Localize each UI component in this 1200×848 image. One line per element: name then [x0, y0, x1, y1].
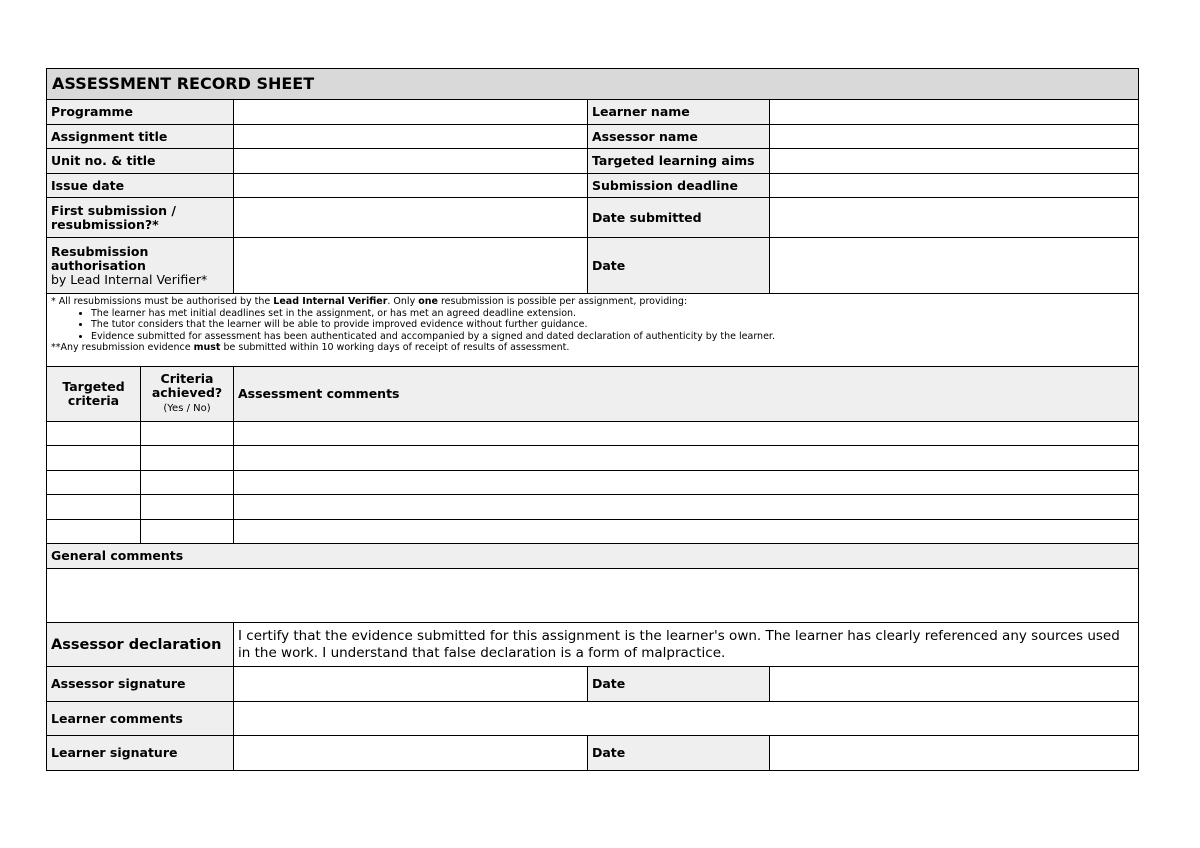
learner-name-label: Learner name	[588, 100, 770, 125]
submission-deadline-field[interactable]	[770, 174, 1139, 198]
general-comments-label: General comments	[47, 544, 1139, 569]
assessment-comment-cell[interactable]	[234, 422, 1139, 446]
notes-line-2: **Any resubmission evidence must be submitted within 10 working days of receipt of results of assessment.	[51, 342, 570, 354]
learner-comments-label: Learner comments	[47, 702, 234, 736]
assessor-declaration-label: Assessor declaration	[47, 623, 234, 667]
assessment-comment-cell[interactable]	[234, 471, 1139, 495]
programme-label: Programme	[47, 100, 234, 125]
resubmission-notes	[47, 294, 1139, 367]
learner-signature-label: Learner signature	[47, 736, 234, 771]
resubmission-auth-title: Resubmission authorisation	[51, 243, 149, 273]
targeted-criteria-cell[interactable]	[47, 422, 141, 446]
assessor-declaration-text: I certify that the evidence submitted for this assignment is the learner's own. The learner has clearly referenced any sources used in the work. I understand that false declaration is a form of malpractice.	[234, 623, 1139, 667]
date-submitted-label: Date submitted	[588, 198, 770, 238]
assessor-name-label: Assessor name	[588, 125, 770, 149]
resubmission-date-field[interactable]	[770, 238, 1139, 294]
notes-bullet: • Evidence submitted for assessment has been authenticated and accompanied by a signed and dated declaration of authenticity by the learner.	[91, 331, 1134, 343]
criteria-achieved-cell[interactable]	[141, 446, 234, 471]
first-submission-label: First submission / resubmission?*	[47, 198, 234, 238]
assessment-comment-cell[interactable]	[234, 520, 1139, 544]
general-comments-field[interactable]	[47, 569, 1139, 623]
unit-title-label: Unit no. & title	[47, 149, 234, 174]
criteria-achieved-cell[interactable]	[141, 520, 234, 544]
resubmission-auth-field[interactable]	[234, 238, 588, 294]
notes-bullet: • The learner has met initial deadlines set in the assignment, or has met an agreed deadline extension.	[91, 308, 1134, 320]
targeted-criteria-cell[interactable]	[47, 520, 141, 544]
resubmission-auth-sub: by Lead Internal Verifier*	[51, 271, 208, 287]
assessor-signature-label: Assessor signature	[47, 667, 234, 702]
page-title: ASSESSMENT RECORD SHEET	[47, 69, 1139, 100]
notes-bullet: • The tutor considers that the learner will be able to provide improved evidence without further guidance.	[91, 319, 1134, 331]
assignment-title-field[interactable]	[234, 125, 588, 149]
learner-name-field[interactable]	[770, 100, 1139, 125]
targeted-aims-label: Targeted learning aims	[588, 149, 770, 174]
assessor-name-field[interactable]	[770, 125, 1139, 149]
resubmission-date-label: Date	[588, 238, 770, 294]
first-submission-field[interactable]	[234, 198, 588, 238]
assignment-title-label: Assignment title	[47, 125, 234, 149]
criteria-row	[47, 471, 1139, 495]
criteria-row	[47, 422, 1139, 446]
targeted-aims-field[interactable]	[770, 149, 1139, 174]
learner-date-field[interactable]	[770, 736, 1139, 771]
assessor-signature-field[interactable]	[234, 667, 588, 702]
criteria-row	[47, 446, 1139, 471]
assessment-comments-header: Assessment comments	[234, 367, 1139, 422]
learner-signature-field[interactable]	[234, 736, 588, 771]
targeted-criteria-header: Targeted criteria	[47, 367, 141, 422]
learner-date-label: Date	[588, 736, 770, 771]
notes-bullets	[51, 308, 1134, 343]
criteria-achieved-header: Criteria achieved? (Yes / No)	[141, 367, 234, 422]
date-submitted-field[interactable]	[770, 198, 1139, 238]
targeted-criteria-cell[interactable]	[47, 446, 141, 471]
targeted-criteria-cell[interactable]	[47, 471, 141, 495]
assessment-comment-cell[interactable]	[234, 446, 1139, 471]
notes-line-1: * All resubmissions must be authorised by the Lead Internal Verifier. Only one resubmission is possible per assignment, providing:	[51, 296, 688, 307]
criteria-row	[47, 495, 1139, 520]
assessor-date-field[interactable]	[770, 667, 1139, 702]
assessment-comment-cell[interactable]	[234, 495, 1139, 520]
learner-comments-field[interactable]	[234, 702, 1139, 736]
criteria-row	[47, 520, 1139, 544]
resubmission-auth-label	[47, 238, 234, 294]
assessment-record-table	[46, 68, 1139, 771]
criteria-achieved-cell[interactable]	[141, 495, 234, 520]
programme-field[interactable]	[234, 100, 588, 125]
issue-date-label: Issue date	[47, 174, 234, 198]
submission-deadline-label: Submission deadline	[588, 174, 770, 198]
criteria-achieved-cell[interactable]	[141, 471, 234, 495]
criteria-achieved-cell[interactable]	[141, 422, 234, 446]
unit-title-field[interactable]	[234, 149, 588, 174]
assessor-date-label: Date	[588, 667, 770, 702]
targeted-criteria-cell[interactable]	[47, 495, 141, 520]
issue-date-field[interactable]	[234, 174, 588, 198]
